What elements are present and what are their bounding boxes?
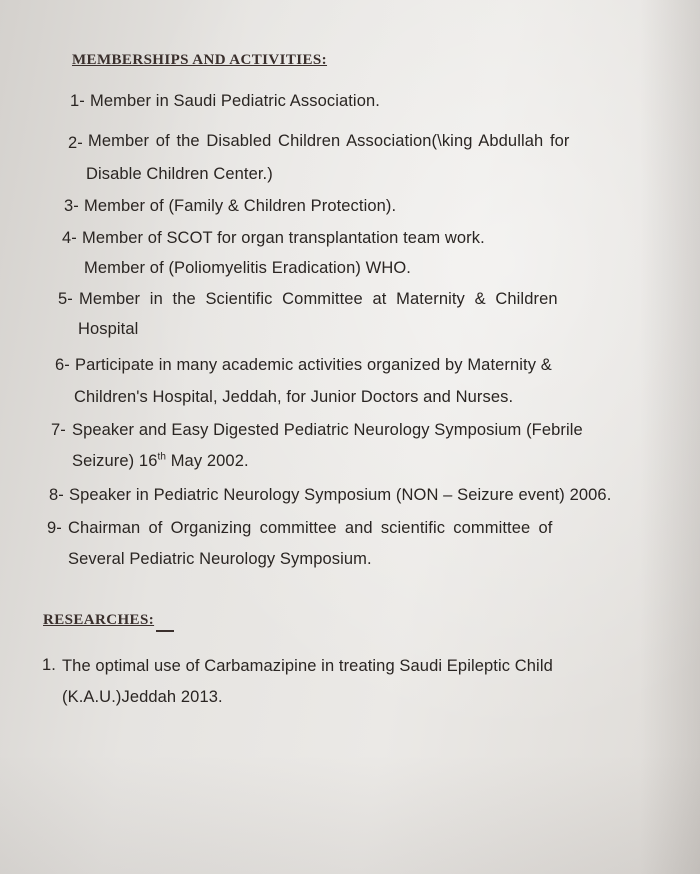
list-item-number: 7- <box>51 421 66 439</box>
list-item-number: 1. <box>42 656 56 674</box>
list-item-number: 6- <box>55 356 70 374</box>
list-item-text: Speaker and Easy Digested Pediatric Neurology Symposium (Febrile <box>72 421 583 439</box>
list-item-number: 4- <box>62 229 77 247</box>
list-item-text: Member of the Disabled Children Association(\king Abdullah for <box>88 132 570 150</box>
list-item-text: Member of (Family & Children Protection). <box>84 197 397 215</box>
list-item-text: The optimal use of Carbamazipine in treating Saudi Epileptic Child <box>62 657 553 675</box>
list-item-number: 8- <box>49 486 64 504</box>
list-item-text: Member of SCOT for organ transplantation team work. <box>82 229 485 247</box>
list-item-number: 2- <box>68 134 83 152</box>
list-item-number: 5- <box>58 290 73 308</box>
list-item-text-continued: Children's Hospital, Jeddah, for Junior Doctors and Nurses. <box>74 388 514 406</box>
list-item-text-continued: Member of (Poliomyelitis Eradication) WHO. <box>84 259 411 277</box>
list-item-text-continued: Seizure) 16th May 2002. <box>72 451 249 470</box>
list-item-text-continued: (K.A.U.)Jeddah 2013. <box>62 688 223 706</box>
list-item-text: Speaker in Pediatric Neurology Symposium (NON – Seizure event) 2006. <box>69 486 612 504</box>
list-item-text: Member in the Scientific Committee at Maternity & Children <box>79 290 558 308</box>
list-item-text: Chairman of Organizing committee and scientific committee of <box>68 519 553 537</box>
list-item-text: Participate in many academic activities organized by Maternity & <box>75 356 552 374</box>
list-item-text-continued: Hospital <box>78 320 139 338</box>
list-item-number: 3- <box>64 197 79 215</box>
page-shadow <box>640 0 700 874</box>
memberships-heading: MEMBERSHIPS AND ACTIVITIES: <box>72 52 328 68</box>
list-item-text: Member in Saudi Pediatric Association. <box>90 92 380 110</box>
researches-heading: RESEARCHES: <box>43 612 155 628</box>
list-item-number: 9- <box>47 519 62 537</box>
list-item-text-continued: Several Pediatric Neurology Symposium. <box>68 550 372 568</box>
list-item-number: 1- <box>70 92 85 110</box>
list-item-text-continued: Disable Children Center.) <box>86 165 273 183</box>
heading-underline <box>156 630 174 632</box>
page-shadow-bottom <box>0 754 700 874</box>
